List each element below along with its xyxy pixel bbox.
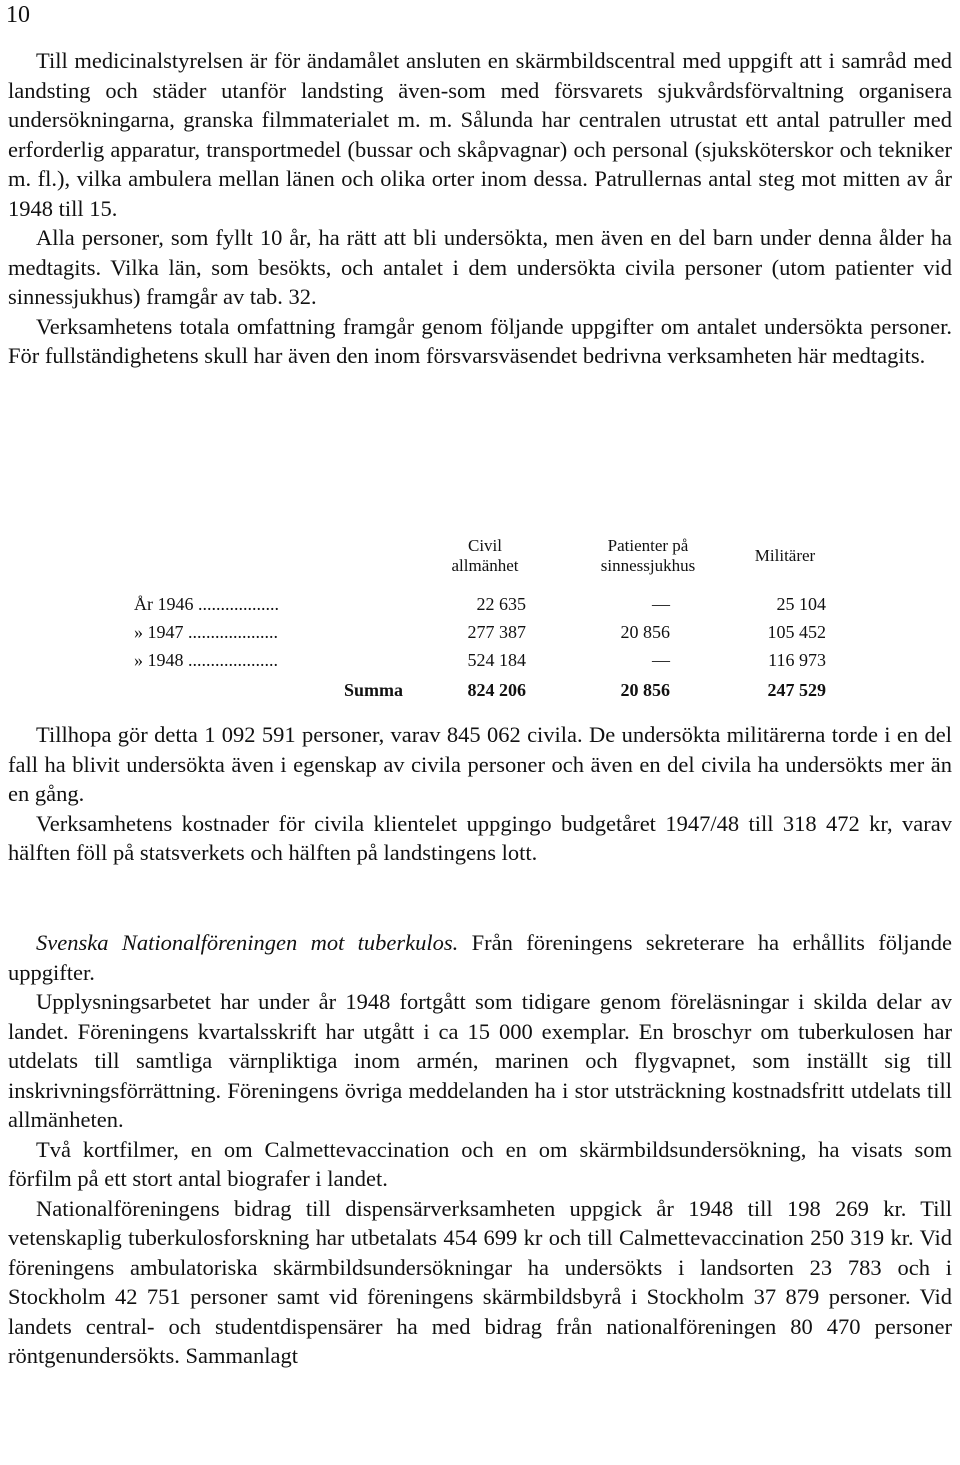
paragraph-intro-text: Från föreningens sekreterare ha erhållits följande uppgifter. [8, 930, 952, 985]
paragraph-tillhopa: Tillhopa gör detta 1 092 591 personer, varav 845 062 civila. De undersökta militärerna torde i en del fall ha blivit undersökta även i egenskap av civila personer och även en del civila ha undersökts mer än en gång. [8, 722, 952, 806]
sum-military: 247 529 [767, 680, 826, 700]
header-civil-line2: allmänhet [451, 556, 519, 575]
row-civil: 524 184 [467, 650, 526, 670]
header-civil [430, 536, 540, 576]
paragraph-nationalforeningen-intro [8, 928, 952, 987]
sum-patients: 20 856 [620, 680, 670, 700]
row-label [134, 650, 278, 671]
paragraph-bidrag: Nationalföreningens bidrag till dispensärverksamheten uppgick år 1948 till 198 269 kr. Till vetenskaplig tuberkulosforskning har utbetalats 454 699 kr och till Calmettevaccination 250 319 kr. Vid föreningens ambulatoriska skärmbildsundersökningar ha undersökts i landsorten 23 783 och i Stockholm 42 751 personer samt vid föreningens skärmbildsbyrå i Stockholm 37 879 personer. Vid landets central- och studentdispensärer ha med bidrag från nationalföreningen 80 470 personer röntgenundersökts. Sammanlagt [8, 1195, 952, 1368]
row-label-text: » 1948 [134, 650, 184, 670]
row-label [134, 622, 278, 643]
row-military: 25 104 [776, 594, 826, 614]
paragraph-omfattning: Verksamhetens totala omfattning framgår genom följande uppgifter om antalet undersökta personer. För fullständighetens skull har även den inom försvarsväsendet bedrivna verksamheten här medtagits. [8, 313, 952, 368]
row-military: 105 452 [767, 622, 826, 642]
row-label [134, 594, 279, 615]
sum-label: Summa [344, 680, 404, 700]
row-civil: 277 387 [467, 622, 526, 642]
paragraph-upplysningsarbetet: Upplysningsarbetet har under år 1948 fortgått som tidigare genom föreläsningar i skilda delar av landet. Föreningens kvartalsskrift har utgått i ca 15 000 exemplar. En broschyr om tuberkulosen har utdelats till samtliga värnpliktiga inom armén, marinen och flygvapnet, som inställt sig till inskrivningsförrättning. Föreningens övriga meddelanden ha i stor utsträckning kostnadsfritt utdelats till allmänheten. [8, 989, 952, 1132]
row-label-text: År 1946 [134, 594, 194, 614]
row-military: 116 973 [768, 650, 826, 670]
nationalforeningen-section [8, 928, 952, 1371]
header-patients [578, 536, 718, 576]
paragraph-kostnader: Verksamhetens kostnader för civila klientelet uppgingo budgetåret 1947/48 till 318 472 kr, varav hälften föll på statsverkets och hälften på landstingens lott. [8, 810, 952, 865]
header-military: Militärer [754, 546, 816, 565]
cost-section [8, 720, 952, 868]
leader-dots: .................. [193, 594, 279, 614]
row-civil: 22 635 [476, 594, 526, 614]
paragraph-undersokta-personer: Alla personer, som fyllt 10 år, ha rätt att bli undersökta, men även en del barn under denna ålder ha medtagits. Vilka län, som besökts, och antalet i dem undersökta civila personer (utom patienter vid sinnessjukhus) framgår av tab. 32. [8, 225, 952, 309]
section-heading: Svenska Nationalföreningen mot tuberkulos. [36, 930, 459, 955]
header-civil-line1: Civil [467, 536, 502, 555]
row-patients: — [652, 594, 670, 614]
row-label-text: » 1947 [134, 622, 184, 642]
paragraph-kortfilmer: Två kortfilmer, en om Calmettevaccination och en om skärmbildsundersökning, ha visats som förfilm på ett stort antal biografer i landet. [8, 1136, 952, 1191]
examinations-table [0, 536, 960, 706]
leader-dots: .................... [183, 622, 278, 642]
header-patients-line1: Patienter på [607, 536, 689, 555]
row-patients: 20 856 [620, 622, 670, 642]
row-patients: — [652, 650, 670, 670]
intro-section [8, 46, 952, 371]
page-number: 10 [6, 2, 30, 28]
sum-civil: 824 206 [467, 680, 526, 700]
paragraph-skarmbildscentral: Till medicinalstyrelsen är för ändamålet ansluten en skärmbildscentral med uppgift att i samråd med landsting och städer utanför landsting även-som med försvarets sjukvårdsförvaltning organisera undersökningarna, granska filmmaterialet m. m. Sålunda har centralen utrustat ett antal patruller med erforderlig apparatur, transportmedel (bussar och skåpvagnar) och personal (sjuksköterskor och tekniker m. fl.), vilka ambulera mellan länen och olika orter inom dessa. Patrullernas antal steg mot mitten av år 1948 till 15. [8, 48, 952, 221]
leader-dots: .................... [183, 650, 278, 670]
header-patients-line2: sinnessjukhus [600, 556, 696, 575]
